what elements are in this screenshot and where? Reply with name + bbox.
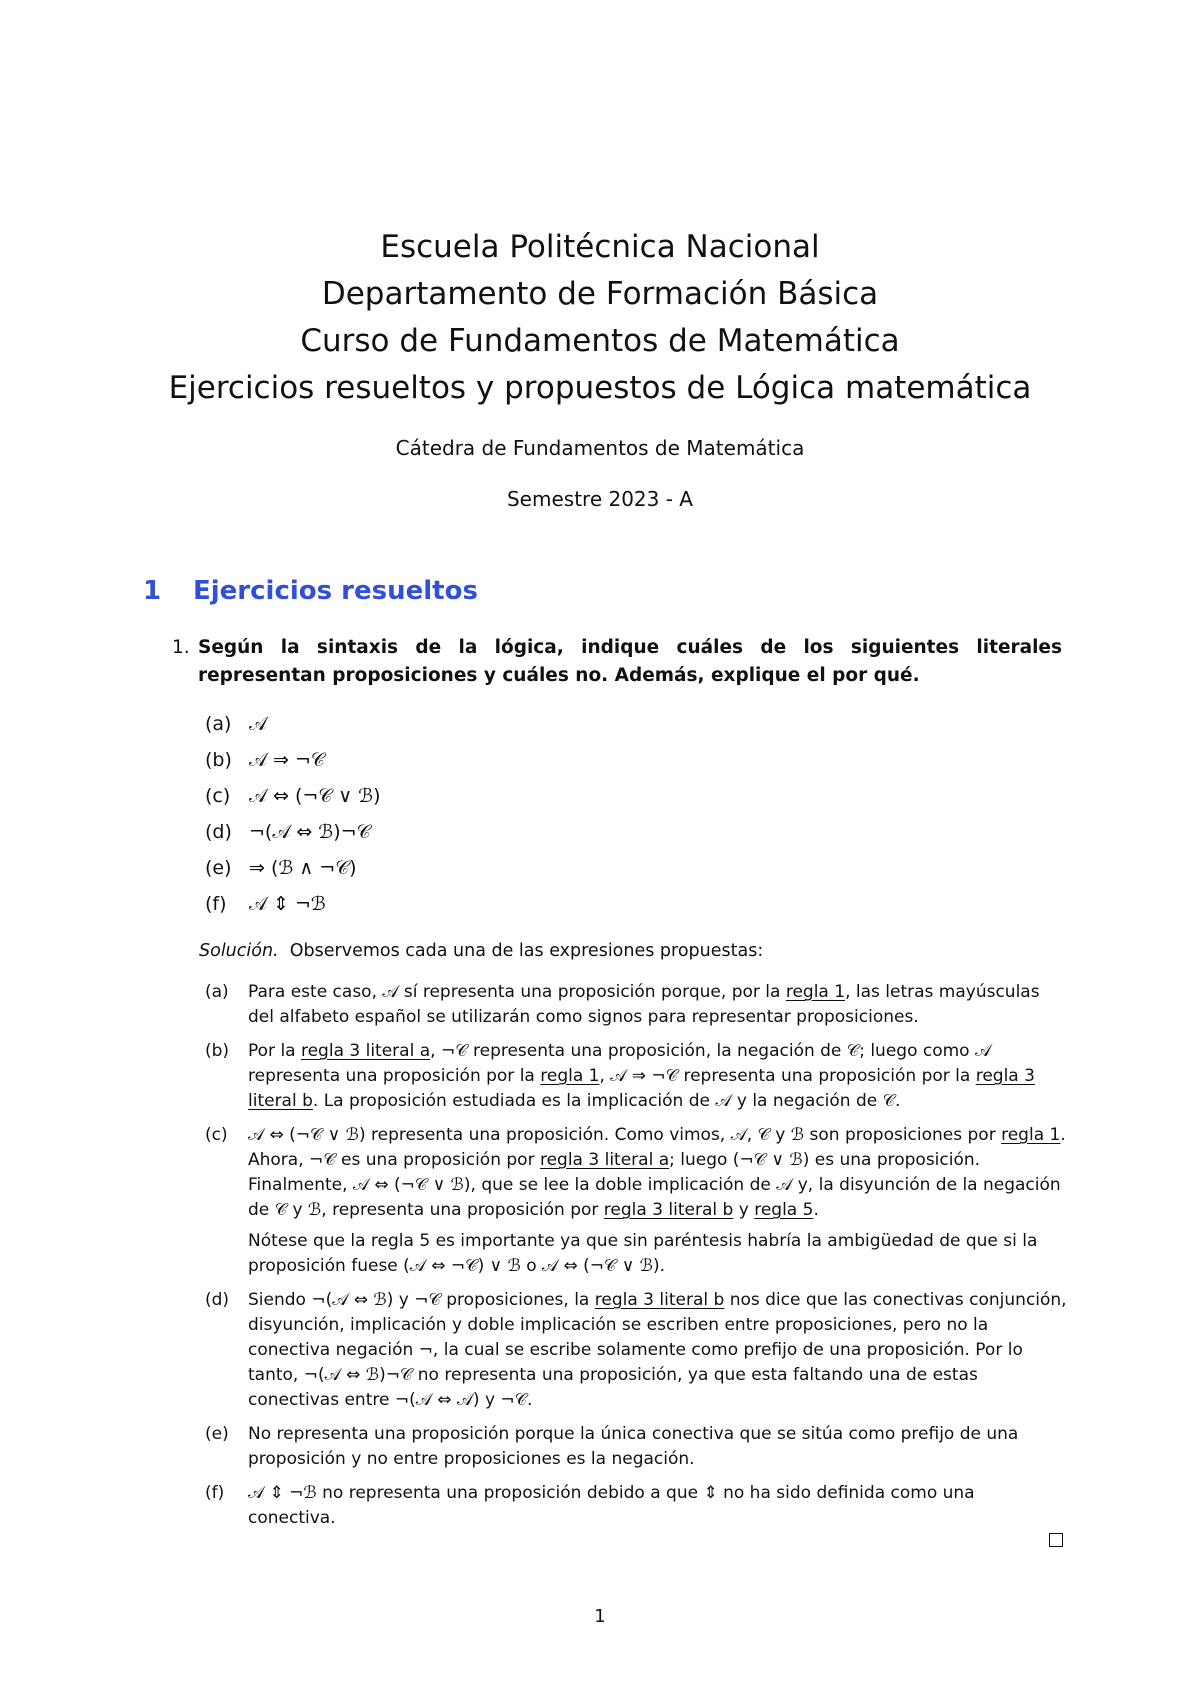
solution-item-label: (a) [205, 982, 229, 1002]
solution-text: ; luego (¬𝒞 ∨ ℬ) es una proposición. Finalmente, 𝒜 ⇔ (¬𝒞 ∨ ℬ), que se lee la doble implicación de 𝒜 y, la disyunción de la negación de 𝒞 y ℬ, representa una proposición por [248, 1150, 1061, 1220]
option-item [205, 886, 381, 922]
option-expression: ¬(𝒜 ⇔ ℬ)¬𝒞 [249, 821, 371, 843]
solution-item-b [205, 1039, 1067, 1114]
regla-3a-link[interactable]: regla 3 literal a [300, 1041, 431, 1061]
solution-text: Siendo ¬(𝒜 ⇔ ℬ) y ¬𝒞 proposiciones, la [248, 1290, 595, 1310]
regla-3b-link[interactable]: regla 3 literal b [603, 1200, 734, 1220]
solution-item-label: (f) [205, 1483, 225, 1503]
solution-text: . La proposición estudiada es la implicación de 𝒜 y la negación de 𝒞. [312, 1091, 901, 1111]
regla-1-link[interactable]: regla 1 [785, 982, 846, 1002]
solution-item-d [205, 1288, 1067, 1413]
institution-title: Escuela Politécnica Nacional [380, 229, 820, 265]
solution-item-label: (e) [205, 1424, 229, 1444]
solution-text: nos dice que las conectivas conjunción, disyunción, implicación y doble implicación se escriben entre proposiciones, pero no la conectiva negación ¬, la cual se escribe solamente como prefijo de una proposición. Por lo tanto, ¬(𝒜 ⇔ ℬ)¬𝒞 no representa una proposición, ya que esta faltando una de estas conectivas entre ¬(𝒜 ⇔ 𝒜) y ¬𝒞. [248, 1290, 1067, 1410]
option-expression: 𝒜 ⇒ ¬𝒞 [249, 749, 325, 771]
department-title: Departamento de Formación Básica [321, 276, 879, 312]
solution-item-label: (b) [205, 1041, 230, 1061]
solution-text: Para este caso, 𝒜 sí representa una proposición porque, por la [248, 982, 786, 1002]
solution-item-e [205, 1422, 1067, 1472]
solution-text: No representa una proposición porque la única conectiva que se sitúa como prefijo de una proposición y no entre proposiciones es la negación. [248, 1424, 1019, 1469]
section-title: Ejercicios resueltos [193, 576, 478, 606]
options-list [205, 706, 381, 922]
regla-1-link[interactable]: regla 1 [540, 1066, 600, 1086]
solution-text: y [733, 1200, 755, 1220]
regla-3b-link[interactable]: regla 3 literal b [594, 1290, 725, 1310]
solution-text: , ¬𝒞 representa una proposición, la negación de 𝒞; luego como 𝒜 representa una proposición por la [248, 1041, 992, 1086]
question-number: 1. [172, 637, 190, 658]
option-expression: 𝒜 [249, 713, 267, 735]
solutions-list [205, 980, 1067, 1540]
regla-1-link[interactable]: regla 1 [1001, 1125, 1061, 1145]
regla-3a-link[interactable]: regla 3 literal a [539, 1150, 670, 1170]
solution-item-a [205, 980, 1067, 1030]
option-item [205, 706, 381, 742]
option-item [205, 778, 381, 814]
option-item [205, 850, 381, 886]
solution-item-label: (d) [205, 1290, 230, 1310]
solution-text: 𝒜 ⇕ ¬ℬ no representa una proposición debido a que ⇕ no ha sido definida como una conectiva. [248, 1483, 975, 1528]
document-title: Ejercicios resueltos y propuestos de Lógica matemática [168, 370, 1032, 406]
option-label: (c) [205, 785, 231, 807]
option-expression: 𝒜 ⇔ (¬𝒞 ∨ ℬ) [249, 785, 381, 807]
catedra-line: Cátedra de Fundamentos de Matemática [395, 436, 805, 460]
option-label: (b) [205, 749, 232, 771]
option-label: (a) [205, 713, 232, 735]
course-title: Curso de Fundamentos de Matemática [300, 323, 900, 359]
option-expression: ⇒ (ℬ ∧ ¬𝒞) [249, 857, 357, 879]
option-label: (f) [205, 893, 227, 915]
solution-item-label: (c) [205, 1125, 228, 1145]
solution-text: 𝒜 ⇔ (¬𝒞 ∨ ℬ) representa una proposición. Como vimos, 𝒜, 𝒞 y ℬ son proposiciones por [248, 1125, 1002, 1145]
solution-item-f [205, 1481, 1067, 1531]
solution-heading [199, 941, 763, 961]
option-item [205, 742, 381, 778]
solution-intro: Observemos cada una de las expresiones propuestas: [289, 941, 764, 961]
page-number: 1 [594, 1606, 606, 1627]
section-number: 1 [143, 576, 162, 606]
option-label: (d) [205, 821, 232, 843]
question-1 [172, 634, 1062, 690]
solution-text: . [813, 1200, 819, 1220]
question-text: Según la sintaxis de la lógica, indique cuáles de los siguientes literales representan proposiciones y cuáles no. Además, explique el por qué. [198, 637, 1062, 686]
solution-text: . Ahora, ¬𝒞 es una proposición por [248, 1125, 1066, 1170]
semester-line: Semestre 2023 - A [506, 487, 693, 511]
solution-note: Nótese que la regla 5 es importante ya que sin paréntesis habría la ambigüedad de que si la proposición fuese (𝒜 ⇔ ¬𝒞) ∨ ℬ o 𝒜 ⇔ (¬𝒞 ∨ ℬ). [248, 1231, 1038, 1276]
regla-5-link[interactable]: regla 5 [754, 1200, 814, 1220]
option-item [205, 814, 381, 850]
qed-square-icon [1049, 1533, 1063, 1547]
section-heading [143, 576, 478, 606]
regla-3b-link[interactable]: regla 3 literal b [248, 1066, 1035, 1111]
solution-text: , 𝒜 ⇒ ¬𝒞 representa una proposición por la [599, 1066, 976, 1086]
solution-text: , las letras mayúsculas del alfabeto español se utilizarán como signos para representar proposiciones. [248, 982, 1040, 1027]
solution-text: Por la [248, 1041, 301, 1061]
solution-label: Solución. [199, 941, 279, 961]
option-expression: 𝒜 ⇕ ¬ℬ [249, 893, 326, 915]
solution-item-c [205, 1123, 1067, 1279]
option-label: (e) [205, 857, 232, 879]
